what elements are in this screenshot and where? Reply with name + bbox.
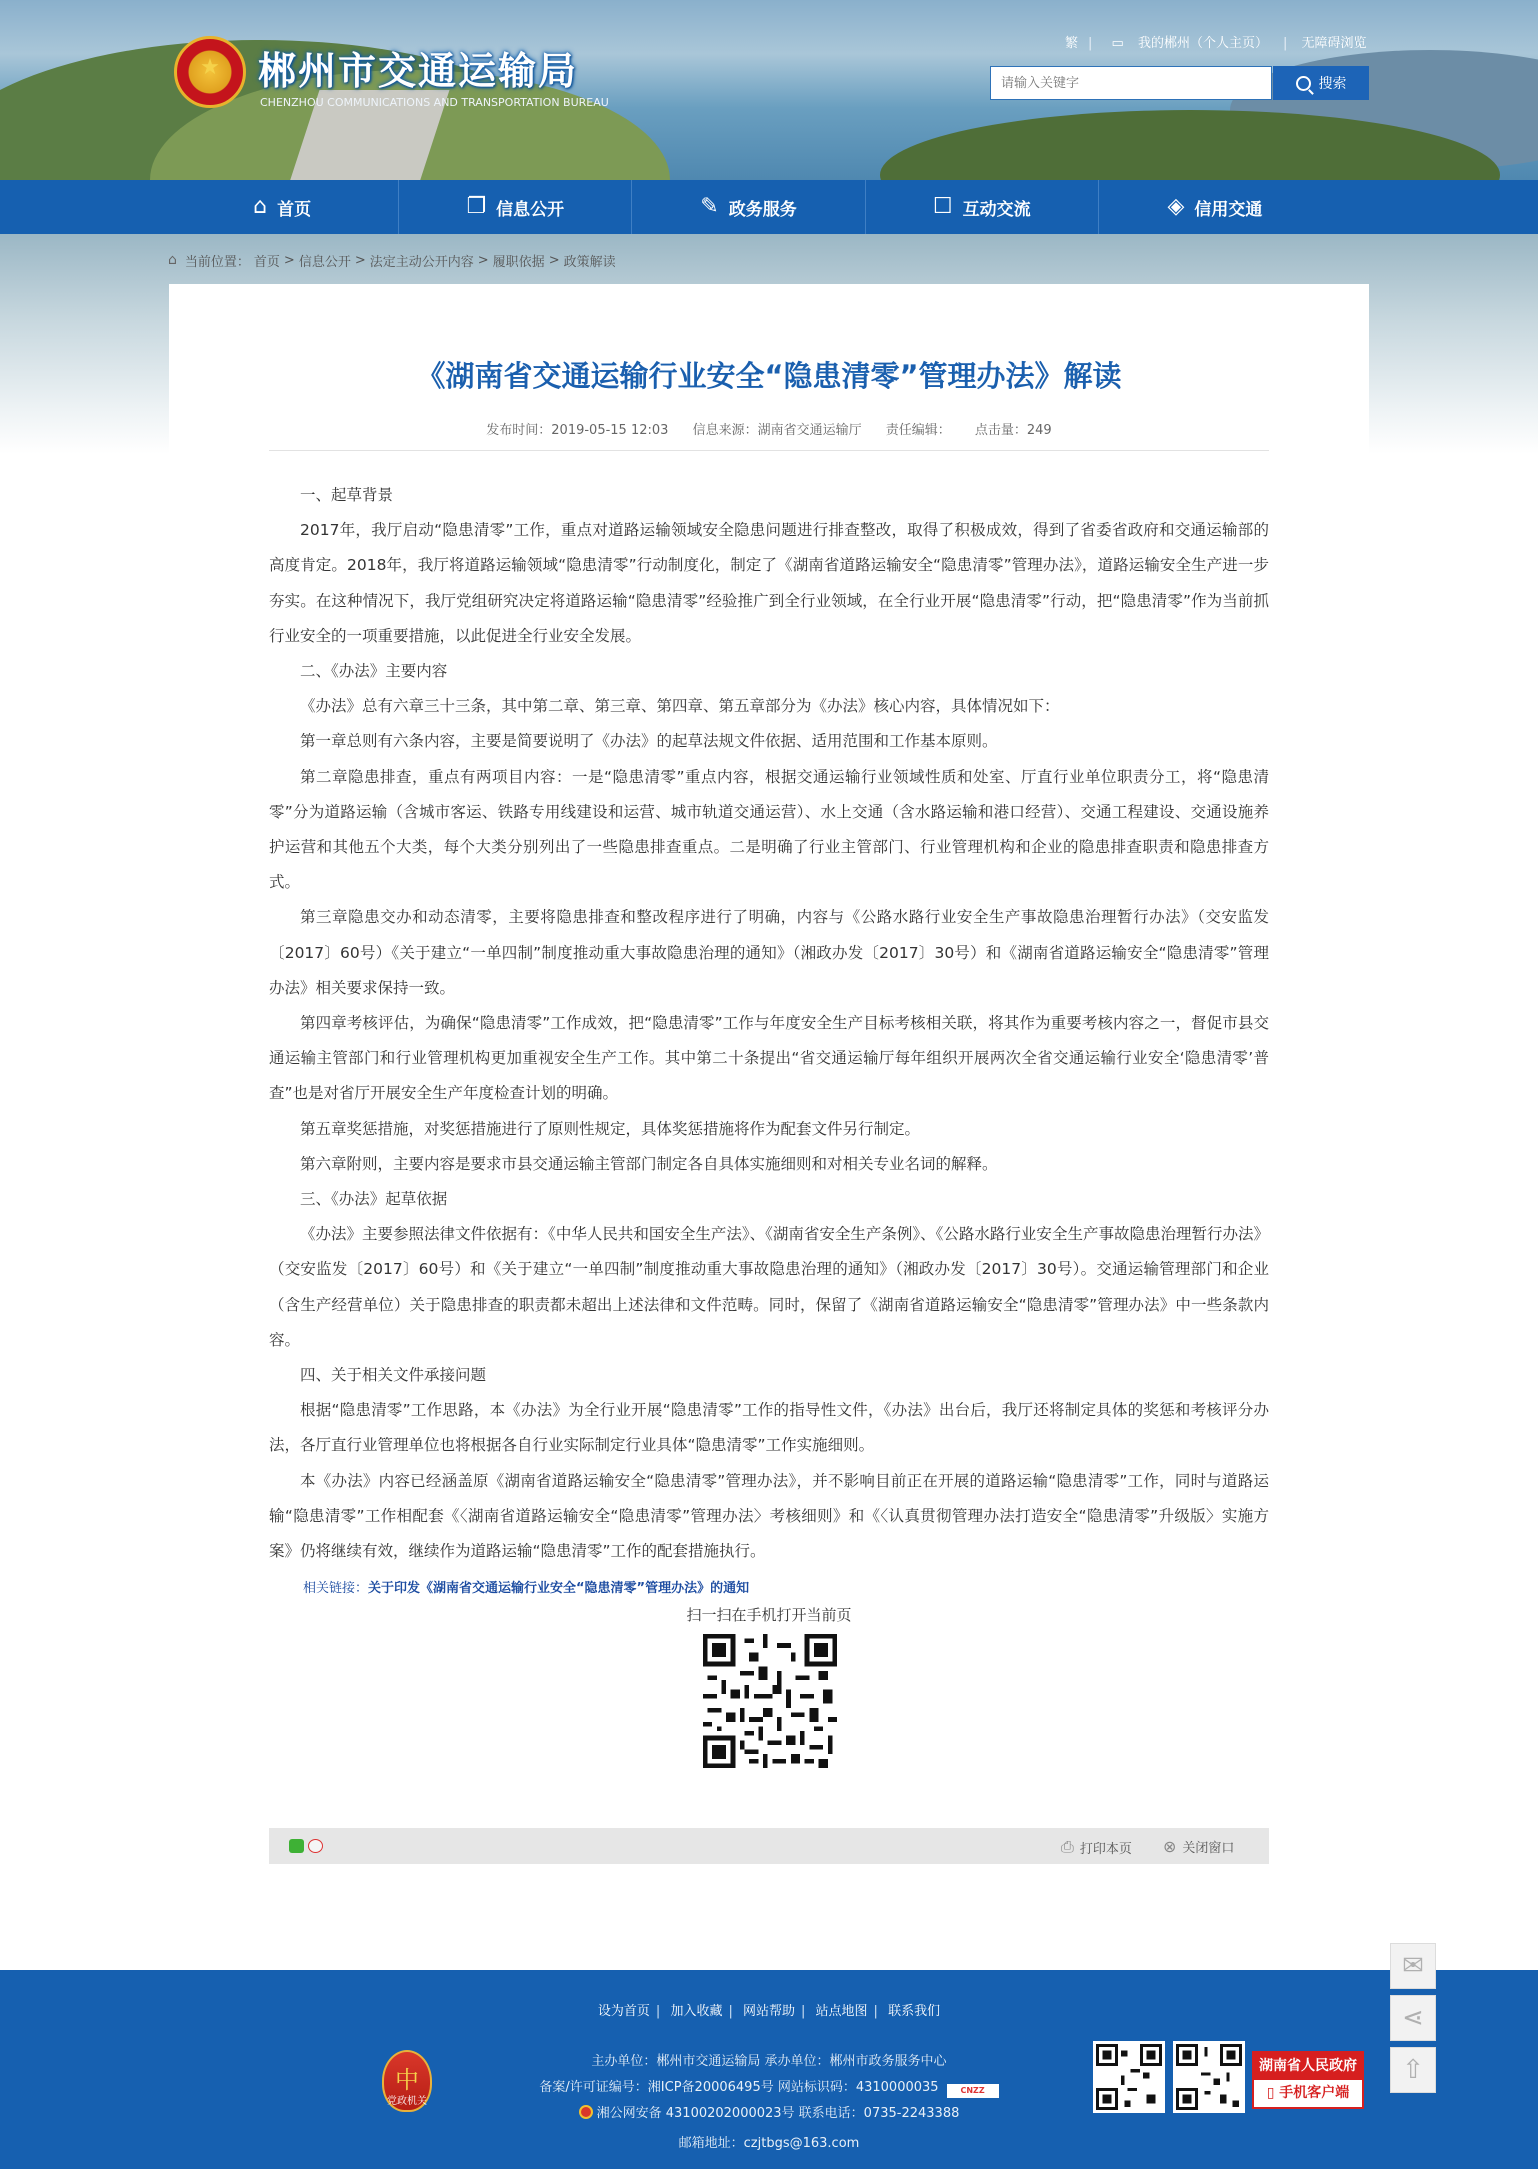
footer-link-add-favorite[interactable]: 加入收藏 (670, 2004, 723, 2019)
paragraph: 第四章考核评估，为确保“隐患清零”工作成效，把“隐患清零”工作与年度安全生产目标考核相关联，将其作为重要考核内容之一，督促市县交通运输主管部门和行业管理机构更加重视安全生产工作。其中第二十条提出“省交通运输厅每年组织开展两次全省交通运输行业安全‘隐患清零’普查”也是对省厅开展安全生产年度检查计划的明确。 (269, 1014, 1269, 1103)
wechat-share-icon[interactable] (289, 1839, 304, 1853)
footer-police: 湘公网安备 43100202000023号 联系电话：0735-2243388 (0, 2102, 1538, 2121)
site-header (0, 0, 1538, 180)
party-gov-badge[interactable]: 中 党政机关 (382, 2050, 432, 2112)
paragraph: 根据“隐患清零”工作思路，本《办法》为全行业开展“隐患清零”工作的指导性文件，《办法》出台后，我厅还将制定具体的奖惩和考核评分办法，各厅直行业管理单位也将根据各自行业实际制定行业具体“隐患清零”工作实施细则。 (269, 1401, 1269, 1455)
breadcrumb-item[interactable]: 法定主动公开内容 (369, 254, 474, 270)
nav-item-info-disclosure[interactable]: ❐ 信息公开 (399, 180, 632, 234)
footer-links: 设为首页 | 加入收藏 | 网站帮助 | 站点地图 | 联系我们 (0, 2000, 1538, 2019)
footer-link-set-homepage[interactable]: 设为首页 (597, 2004, 650, 2019)
paragraph: 2017年，我厅启动“隐患清零”工作，重点对道路运输领域安全隐患问题进行排查整改，取得了积极成效，得到了省委省政府和交通运输部的高度肯定。2018年，我厅将道路运输领域“隐患清零”行动制度化，制定了《湖南省道路运输安全“隐患清零”管理办法》，道路运输安全生产进一步夯实。在这种情况下，我厅党组研究决定将道路运输“隐患清零”经验推广到全行业领域，在全行业开展“隐患清零”行动，把“隐患清零”作为当前抓行业安全的一项重要措施，以此促进全行业安全发展。 (269, 521, 1269, 645)
paragraph: 第六章附则，主要内容是要求市县交通运输主管部门制定各自具体实施细则和对相关专业名词的解释。 (300, 1154, 998, 1173)
printer-icon: ⎙ (1061, 1837, 1074, 1856)
section-heading: 四、关于相关文件承接问题 (300, 1366, 487, 1385)
footer-sponsor: 主办单位：郴州市交通运输局 承办单位：郴州市政务服务中心 (591, 2054, 947, 2069)
float-wechat-button[interactable] (1390, 1943, 1436, 1989)
search-box (990, 66, 1272, 100)
breadcrumb: ⌂ 当前位置： 首页 > 信息公开 > 法定主动公开内容 > 履职依据 > 政策解读 (168, 252, 616, 270)
back-to-top-button[interactable] (1390, 2047, 1436, 2093)
arrow-up-icon: ⇧ (1402, 2055, 1424, 2085)
edit-icon: ✎ (700, 194, 719, 219)
cnzz-stats-icon[interactable]: CNZZ (947, 2084, 999, 2098)
view-count: 点击量：249 (974, 423, 1052, 438)
main-nav (0, 180, 1538, 234)
wechat-icon: ✉ (1402, 1951, 1424, 1981)
section-heading: 二、《办法》主要内容 (300, 662, 448, 681)
accessibility-link[interactable]: 无障碍浏览 (1301, 36, 1367, 51)
home-icon: ⌂ (168, 252, 177, 268)
chat-icon: ☐ (932, 194, 953, 219)
article-body (269, 478, 1269, 1569)
site-title[interactable]: 郴州市交通运输局 (258, 49, 579, 93)
paragraph: 《办法》主要参照法律文件依据有：《中华人民共和国安全生产法》、《湖南省安全生产条例》、《公路水路行业安全生产事故隐患治理暂行办法》（交安监发〔2017〕60号）和《关于建立“一单四制”制度推动重大事故隐患治理的通知》（湘政办发〔2017〕30号）。交通运输管理部门和企业（含生产经营单位）关于隐患排查的职责都未超出上述法律和文件范畴。同时，保留了《湖南省道路运输安全“隐患清零”管理办法》中一些条款内容。 (269, 1225, 1269, 1349)
qr-code (703, 1634, 837, 1768)
paragraph: 第三章隐患交办和动态清零，主要将隐患排查和整改程序进行了明确，内容与《公路水路行业安全生产事故隐患治理暂行办法》（交安监发〔2017〕60号）《关于建立“一单四制”制度推动重大事故隐患治理的通知》（湘政办发〔2017〕30号）和《湖南省道路运输安全“隐患清零”管理办法》相关要求保持一致。 (269, 908, 1269, 997)
site-footer (0, 1970, 1538, 2169)
section-heading: 一、起草背景 (300, 486, 394, 504)
related-link[interactable]: 关于印发《湖南省交通运输行业安全“隐患清零”管理办法》的通知 (368, 1581, 750, 1596)
layers-icon: ◈ (1167, 194, 1185, 219)
paragraph: 第五章奖惩措施，对奖惩措施进行了原则性规定，具体奖惩措施将作为配套文件另行制定。 (300, 1119, 921, 1138)
breadcrumb-item[interactable]: 信息公开 (298, 254, 351, 270)
article-title: 《湖南省交通运输行业安全“隐患清零”管理办法》解读 (416, 359, 1122, 393)
paragraph: 第二章隐患排查，重点有两项目内容：一是“隐患清零”重点内容，根据交通运输行业领域性质和处室、厅直行业单位职责分工，将“隐患清零”分为道路运输（含城市客运、铁路专用线建设和运营、城市轨道交通运营）、水上交通（含水路运输和港口经营）、交通工程建设、交通设施养护运营和其他五个大类，每个大类分别列出了一些隐患排查重点。二是明确了行业主管部门、行业管理机构和企业的隐患排查职责和隐患排查方式。 (269, 767, 1269, 892)
related-label: 相关链接： (303, 1581, 369, 1596)
publish-time: 发布时间：2019-05-15 12:03 (486, 423, 669, 438)
breadcrumb-prefix: 当前位置： (184, 254, 250, 270)
info-source: 信息来源：湖南省交通运输厅 (692, 423, 862, 438)
breadcrumb-item[interactable]: 首页 (253, 254, 280, 270)
share-bar (269, 1828, 1269, 1864)
weibo-share-icon[interactable] (308, 1839, 323, 1853)
share-icon: ⋖ (1402, 2003, 1424, 2033)
paragraph: 本《办法》内容已经涵盖原《湖南省道路运输安全“隐患清零”管理办法》，并不影响目前正在开展的道路运输“隐患清零”工作，同时与道路运输“隐患清零”工作相配套《〈湖南省道路运输安全“隐患清零”管理办法〉考核细则》和《〈认真贯彻管理办法打造安全“隐患清零”升级版〉实施方案》仍将继续有效，继续作为道路运输“隐患清零”工作的配套措施执行。 (269, 1471, 1269, 1561)
footer-icp: 备案/许可证编号：湘ICP备20006495号 网站标识码：4310000035 CNZZ (0, 2076, 1538, 2098)
article-container (169, 284, 1369, 1894)
footer-qr-code (1173, 2041, 1245, 2113)
print-page-button[interactable]: ⎙ 打印本页 (1061, 1837, 1132, 1857)
my-chenzhou-link[interactable]: ▭ 我的郴州（个人主页） (1102, 36, 1278, 51)
search-input[interactable] (991, 67, 1271, 99)
nav-item-interaction[interactable]: ☐ 互动交流 (866, 180, 1099, 234)
footer-link-sitemap[interactable]: 站点地图 (815, 2004, 868, 2019)
gov-app-title: 湖南省人民政府 (1254, 2053, 1362, 2080)
close-window-button[interactable]: ⊗ 关闭窗口 (1163, 1837, 1235, 1856)
responsible-editor: 责任编辑： (885, 423, 951, 438)
title-divider (269, 450, 1269, 451)
breadcrumb-item[interactable]: 政策解读 (563, 254, 616, 270)
monitor-icon: ▭ (1111, 36, 1124, 51)
search-icon (1296, 76, 1311, 91)
search-button[interactable]: 搜索 (1273, 66, 1369, 100)
footer-email: 邮箱地址：czjtbgs@163.com (678, 2136, 860, 2151)
national-emblem-icon: ★ (174, 36, 246, 108)
nav-item-home[interactable]: ⌂ 首页 (166, 180, 399, 234)
nav-item-gov-services[interactable]: ✎ 政务服务 (632, 180, 865, 234)
breadcrumb-item[interactable]: 履职依据 (492, 254, 545, 270)
qr-label: 扫一扫在手机打开当前页 (686, 1606, 852, 1624)
related-links (303, 1577, 749, 1596)
police-badge-icon (579, 2105, 593, 2119)
phone-icon: ▯ (1266, 2085, 1275, 2101)
article-meta (169, 419, 1369, 438)
gov-badge-icon: 中 (395, 2066, 419, 2094)
share-icons (289, 1839, 323, 1853)
traditional-chinese-link[interactable]: 繁 (1065, 36, 1079, 51)
float-share-button[interactable] (1390, 1995, 1436, 2041)
document-icon: ❐ (466, 194, 487, 219)
nav-item-credit-traffic[interactable]: ◈ 信用交通 (1167, 194, 1263, 220)
close-icon: ⊗ (1163, 1837, 1177, 1856)
section-heading: 三、《办法》起草依据 (300, 1190, 448, 1209)
paragraph: 《办法》总有六章三十三条，其中第二章、第三章、第四章、第五章部分为《办法》核心内容，具体情况如下： (300, 697, 1060, 716)
paragraph: 第一章总则有六条内容，主要是简要说明了《办法》的起草法规文件依据、适用范围和工作基本原则。 (300, 732, 998, 751)
top-links: 繁 | ▭ 我的郴州（个人主页） | 无障碍浏览 (1060, 32, 1370, 51)
footer-link-help[interactable]: 网站帮助 (742, 2004, 795, 2019)
gov-app-subtitle: ▯ 手机客户端 (1266, 2085, 1350, 2101)
footer-qr-code (1093, 2041, 1165, 2113)
site-subtitle: CHENZHOU COMMUNICATIONS AND TRANSPORTATION BUREAU (260, 96, 609, 109)
hunan-gov-app-banner[interactable] (1252, 2051, 1364, 2109)
home-icon: ⌂ (253, 194, 268, 219)
footer-link-contact[interactable]: 联系我们 (888, 2004, 941, 2019)
